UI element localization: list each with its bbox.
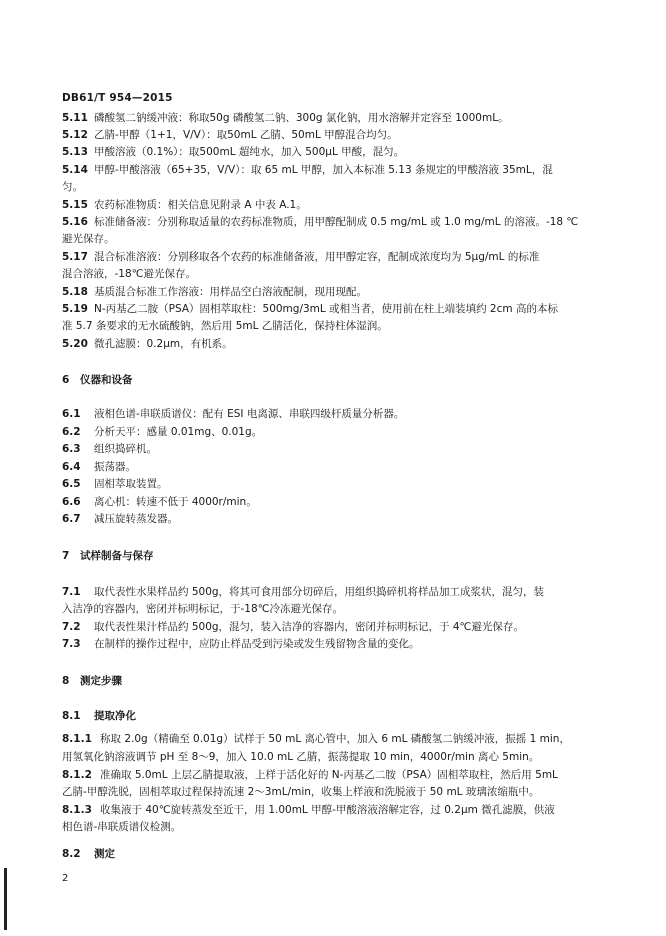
clause-6-3 — [62, 441, 157, 457]
clause-number: 5.16 — [62, 216, 88, 228]
page-number: 2 — [62, 873, 69, 884]
clause-7-3 — [62, 636, 420, 652]
section-heading-8 — [62, 673, 122, 689]
clause-text: 准 5.7 条要求的无水硫酸钠，然后用 5mL 乙腈活化，保持柱体湿润。 — [62, 320, 388, 332]
clause-5-20 — [62, 336, 233, 352]
clause-5-13 — [62, 144, 404, 160]
section-number: 8.2 — [62, 848, 81, 860]
clause-5-18 — [62, 284, 367, 300]
clause-continuation — [62, 749, 539, 765]
clause-5-12 — [62, 127, 398, 143]
document-code: DB61/T 954—2015 — [62, 92, 173, 104]
clause-text: 匀。 — [62, 181, 83, 193]
clause-text: 准确取 5.0mL 上层乙腈提取液，上样于活化好的 N-丙基乙二胺（PSA）固相萃取柱，然后用 5mL — [100, 769, 558, 781]
section-title: 试样制备与保存 — [80, 550, 154, 562]
clause-text: 离心机：转速不低于 4000r/min。 — [94, 496, 257, 508]
clause-5-19 — [62, 301, 558, 317]
clause-number: 7.2 — [62, 621, 81, 633]
clause-number: 7.3 — [62, 638, 81, 650]
clause-number: 5.17 — [62, 251, 88, 263]
section-number: 8.1 — [62, 710, 81, 722]
clause-6-2 — [62, 424, 262, 440]
clause-number: 5.18 — [62, 286, 88, 298]
clause-number: 8.1.3 — [62, 804, 92, 816]
clause-text: 固相萃取装置。 — [94, 478, 168, 490]
clause-6-1 — [62, 406, 404, 422]
clause-text: 微孔滤膜：0.2μm，有机系。 — [94, 338, 233, 350]
clause-number: 5.11 — [62, 112, 88, 124]
clause-7-1 — [62, 584, 544, 600]
clause-text: 避光保存。 — [62, 233, 115, 245]
clause-text: 用氢氧化钠溶液调节 pH 至 8～9，加入 10.0 mL 乙腈，振荡提取 10 min，4000r/min 离心 5min。 — [62, 751, 540, 763]
clause-text: 农药标准物质：相关信息见附录 A 中表 A.1。 — [94, 199, 307, 211]
subsection-heading-8-2 — [62, 846, 115, 862]
clause-continuation — [62, 819, 181, 835]
clause-text: 基质混合标准工作溶液：用样品空白溶液配制，现用现配。 — [94, 286, 367, 298]
clause-6-5 — [62, 476, 168, 492]
clause-number: 5.14 — [62, 164, 88, 176]
section-number: 7 — [62, 550, 70, 562]
clause-number: 6.4 — [62, 461, 81, 473]
section-heading-7 — [62, 548, 154, 564]
clause-text: 甲醇-甲酸溶液（65+35，V/V）：取 65 mL 甲醇，加入本标准 5.13 条规定的甲酸溶液 35mL，混 — [94, 164, 553, 176]
clause-number: 6.1 — [62, 408, 81, 420]
clause-6-6 — [62, 494, 257, 510]
subsection-heading-8-1 — [62, 708, 136, 724]
clause-number: 6.3 — [62, 443, 81, 455]
clause-number: 7.1 — [62, 586, 81, 598]
clause-6-7 — [62, 511, 178, 527]
scan-edge-mark — [4, 868, 7, 930]
clause-5-14 — [62, 162, 553, 178]
clause-continuation — [62, 784, 539, 800]
clause-number: 6.2 — [62, 426, 81, 438]
section-title: 仪器和设备 — [80, 374, 133, 386]
clause-text: N-丙基乙二胺（PSA）固相萃取柱：500mg/3mL 或相当者，使用前在柱上端装填约 2cm 高的本标 — [94, 303, 558, 315]
clause-text: 混合溶液，-18℃避光保存。 — [62, 268, 196, 280]
clause-number: 8.1.2 — [62, 769, 92, 781]
clause-8-1-1 — [62, 731, 570, 747]
clause-text: 入洁净的容器内，密闭并标明标记，于-18℃冷冻避光保存。 — [62, 603, 343, 615]
section-number: 6 — [62, 374, 70, 386]
clause-number: 5.20 — [62, 338, 88, 350]
clause-6-4 — [62, 459, 136, 475]
clause-text: 混合标准溶液：分别移取各个农药的标准储备液，用甲醇定容，配制成浓度均为 5μg/mL 的标准 — [94, 251, 540, 263]
clause-continuation — [62, 179, 83, 195]
clause-text: 振荡器。 — [94, 461, 136, 473]
clause-text: 甲酸溶液（0.1%）：取500mL 超纯水，加入 500μL 甲酸，混匀。 — [94, 146, 405, 158]
clause-text: 磷酸氢二钠缓冲液：称取50g 磷酸氢二钠、300g 氯化钠，用水溶解并定容至 1000mL。 — [94, 112, 509, 124]
clause-text: 相色谱-串联质谱仪检测。 — [62, 821, 182, 833]
clause-text: 在制样的操作过程中，应防止样品受到污染或发生残留物含量的变化。 — [94, 638, 420, 650]
clause-number: 6.7 — [62, 513, 81, 525]
clause-5-17 — [62, 249, 539, 265]
section-title: 测定步骤 — [80, 675, 122, 687]
clause-text: 乙腈-甲醇（1+1，V/V）：取50mL 乙腈、50mL 甲醇混合均匀。 — [94, 129, 398, 141]
clause-text: 收集液于 40℃旋转蒸发至近干，用 1.00mL 甲醇-甲酸溶液溶解定容，过 0.2μm 微孔滤膜，供液 — [100, 804, 555, 816]
clause-8-1-3 — [62, 802, 555, 818]
clause-text: 液相色谱-串联质谱仪：配有 ESI 电离源、串联四级杆质量分析器。 — [94, 408, 405, 420]
clause-text: 减压旋转蒸发器。 — [94, 513, 178, 525]
clause-number: 8.1.1 — [62, 733, 92, 745]
clause-text: 称取 2.0g（精确至 0.01g）试样于 50 mL 离心管中，加入 6 mL 磷酸氢二钠缓冲液，振摇 1 min， — [100, 733, 570, 745]
clause-continuation — [62, 231, 115, 247]
clause-number: 5.13 — [62, 146, 88, 158]
clause-5-16 — [62, 214, 578, 230]
clause-text: 组织捣碎机。 — [94, 443, 157, 455]
clause-continuation — [62, 601, 343, 617]
section-heading-6 — [62, 372, 133, 388]
clause-8-1-2 — [62, 767, 558, 783]
section-number: 8 — [62, 675, 70, 687]
clause-number: 5.15 — [62, 199, 88, 211]
clause-text: 分析天平：感量 0.01mg、0.01g。 — [94, 426, 263, 438]
clause-number: 5.12 — [62, 129, 88, 141]
clause-text: 乙腈-甲醇洗脱，固相萃取过程保持流速 2～3mL/min，收集上样液和洗脱液于 50 mL 玻璃浓缩瓶中。 — [62, 786, 540, 798]
clause-text: 取代表性水果样品约 500g，将其可食用部分切碎后，用组织捣碎机将样品加工成浆状，混匀，装 — [94, 586, 545, 598]
clause-7-2 — [62, 619, 524, 635]
clause-number: 5.19 — [62, 303, 88, 315]
section-title: 测定 — [94, 848, 115, 860]
clause-5-11 — [62, 110, 509, 126]
clause-continuation — [62, 318, 388, 334]
clause-5-15 — [62, 197, 307, 213]
clause-number: 6.5 — [62, 478, 81, 490]
section-title: 提取净化 — [94, 710, 136, 722]
clause-continuation — [62, 266, 196, 282]
clause-text: 标准储备液：分别称取适量的农药标准物质，用甲醇配制成 0.5 mg/mL 或 1.0 mg/mL 的溶液。-18 ℃ — [94, 216, 579, 228]
clause-text: 取代表性果汁样品约 500g，混匀，装入洁净的容器内，密闭并标明标记，于 4℃避光保存。 — [94, 621, 524, 633]
clause-number: 6.6 — [62, 496, 81, 508]
